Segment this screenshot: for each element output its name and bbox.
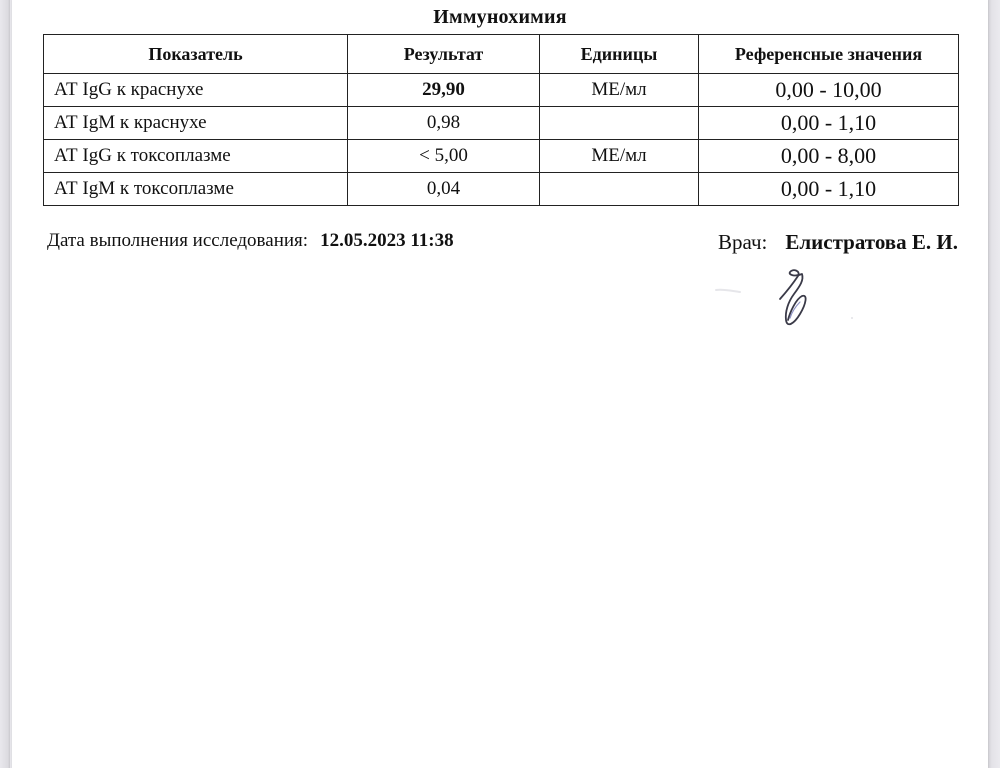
section-title: Иммунохимия <box>433 6 567 28</box>
header-reference: Референсные значения <box>699 35 959 74</box>
cell-reference: 0,00 - 1,10 <box>699 173 959 206</box>
header-units: Единицы <box>540 35 699 74</box>
cell-reference: 0,00 - 1,10 <box>699 107 959 140</box>
cell-result: 29,90 <box>348 74 540 107</box>
study-date <box>47 230 454 252</box>
table-row <box>44 74 959 107</box>
cell-indicator: АТ IgM к токсоплазме <box>44 173 348 206</box>
doctor <box>718 230 958 255</box>
header-result: Результат <box>348 35 540 74</box>
cell-indicator: АТ IgM к краснухе <box>44 107 348 140</box>
document-page <box>12 0 988 768</box>
study-date-label: Дата выполнения исследования: <box>47 230 309 251</box>
cell-units: МЕ/мл <box>540 140 699 173</box>
cell-units <box>540 107 699 140</box>
header-indicator: Показатель <box>44 35 348 74</box>
cell-result: 0,98 <box>348 107 540 140</box>
cell-units: МЕ/мл <box>540 74 699 107</box>
viewer-left-edge <box>0 0 10 768</box>
cell-reference: 0,00 - 8,00 <box>699 140 959 173</box>
signature-icon <box>702 262 862 342</box>
cell-result: 0,04 <box>348 173 540 206</box>
cell-indicator: АТ IgG к токсоплазме <box>44 140 348 173</box>
doctor-name: Елистратова Е. И. <box>785 230 958 254</box>
cell-reference: 0,00 - 10,00 <box>699 74 959 107</box>
table-header-row <box>44 35 959 74</box>
table-row <box>44 173 959 206</box>
cell-result: < 5,00 <box>348 140 540 173</box>
lab-report <box>12 0 988 768</box>
table-row <box>44 107 959 140</box>
doctor-label: Врач: <box>717 230 768 254</box>
viewer-right-edge <box>988 0 1000 768</box>
cell-indicator: АТ IgG к краснухе <box>44 74 348 107</box>
table-row <box>44 140 959 173</box>
results-table <box>43 34 959 206</box>
study-date-value: 12.05.2023 11:38 <box>320 230 454 251</box>
cell-units <box>540 173 699 206</box>
